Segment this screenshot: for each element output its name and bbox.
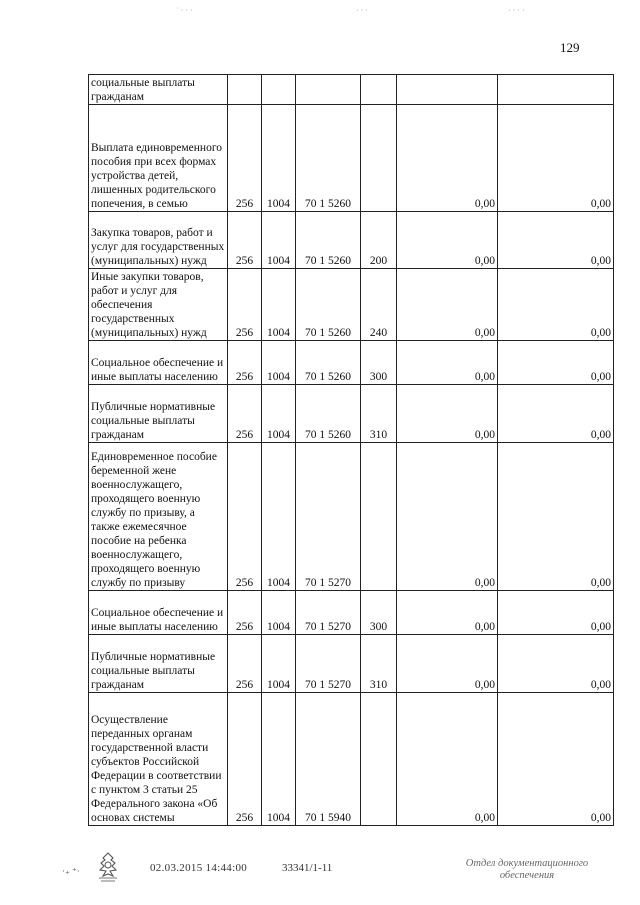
cell-sum-1: 0,00 — [397, 341, 498, 385]
cell-sum-1 — [397, 75, 498, 105]
cell-name: Иные закупки товаров, работ и услуг для обеспечения государственных (муниципальных) нужд — [89, 269, 228, 341]
cell-ved: 256 — [228, 105, 262, 212]
cell-sum-2: 0,00 — [498, 635, 614, 693]
print-timestamp: 02.03.2015 14:44:00 — [150, 862, 248, 874]
cell-csr: 70 1 5270 — [296, 591, 361, 635]
cell-ved — [228, 75, 262, 105]
cell-ved: 256 — [228, 269, 262, 341]
cell-ved: 256 — [228, 212, 262, 269]
table-row — [89, 212, 614, 269]
cell-name: Социальное обеспечение и иные выплаты населению — [89, 341, 228, 385]
cell-name: Выплата единовременного пособия при всех формах устройства детей, лишенных родительского попечения, в семью — [89, 105, 228, 212]
cell-rzpr: 1004 — [262, 443, 296, 591]
cell-vr — [361, 105, 397, 212]
table-row — [89, 693, 614, 826]
cell-vr — [361, 693, 397, 826]
stamp-line-1: Отдел документационного — [465, 858, 589, 869]
cell-sum-1: 0,00 — [397, 385, 498, 443]
cell-rzpr — [262, 75, 296, 105]
cell-sum-2: 0,00 — [498, 443, 614, 591]
coat-of-arms-icon — [92, 850, 124, 886]
table-row — [89, 269, 614, 341]
cell-csr: 70 1 5260 — [296, 341, 361, 385]
registration-number: 33341/1-11 — [282, 862, 333, 874]
cell-ved: 256 — [228, 341, 262, 385]
cell-rzpr: 1004 — [262, 385, 296, 443]
page-footer — [0, 856, 640, 896]
cell-csr: 70 1 5270 — [296, 635, 361, 693]
cell-sum-1: 0,00 — [397, 635, 498, 693]
cell-vr: 300 — [361, 591, 397, 635]
table-row — [89, 105, 614, 212]
cell-rzpr: 1004 — [262, 269, 296, 341]
cell-rzpr: 1004 — [262, 591, 296, 635]
cell-sum-1: 0,00 — [397, 269, 498, 341]
cell-sum-2: 0,00 — [498, 591, 614, 635]
cell-sum-1: 0,00 — [397, 443, 498, 591]
table-row — [89, 635, 614, 693]
stamp-line-2: обеспечения — [499, 870, 555, 881]
cell-vr — [361, 75, 397, 105]
cell-rzpr: 1004 — [262, 693, 296, 826]
table-row — [89, 75, 614, 105]
cell-csr: 70 1 5260 — [296, 269, 361, 341]
cell-csr: 70 1 5260 — [296, 105, 361, 212]
table-body — [89, 75, 614, 826]
cell-csr: 70 1 5270 — [296, 443, 361, 591]
cell-vr — [361, 443, 397, 591]
cell-vr: 240 — [361, 269, 397, 341]
cell-rzpr: 1004 — [262, 105, 296, 212]
cell-sum-2: 0,00 — [498, 105, 614, 212]
cell-name: социальные выплаты гражданам — [89, 75, 228, 105]
cell-sum-1: 0,00 — [397, 105, 498, 212]
cell-ved: 256 — [228, 635, 262, 693]
cell-csr: 70 1 5940 — [296, 693, 361, 826]
cell-sum-2 — [498, 75, 614, 105]
cell-name: Осуществление переданных органам государственной власти субъектов Российской Федерации в соответствии с пунктом 3 статьи 25 Федерального закона «Об основах системы — [89, 693, 228, 826]
cell-vr: 310 — [361, 385, 397, 443]
table-row — [89, 591, 614, 635]
cell-vr: 300 — [361, 341, 397, 385]
budget-table — [88, 74, 614, 826]
page-number: 129 — [560, 40, 580, 55]
cell-sum-1: 0,00 — [397, 212, 498, 269]
department-stamp — [452, 858, 602, 882]
cell-vr: 200 — [361, 212, 397, 269]
cell-sum-2: 0,00 — [498, 269, 614, 341]
cell-name: Единовременное пособие беременной жене военнослужащего, проходящего военную службу по призыву, а также ежемесячное пособие на ребенка военнослужащего, проходящего военную службу по призыву — [89, 443, 228, 591]
cell-ved: 256 — [228, 443, 262, 591]
scan-artifacts: ˙ · · · · · · · · · · — [176, 6, 525, 15]
cell-sum-2: 0,00 — [498, 341, 614, 385]
cell-csr: 70 1 5260 — [296, 212, 361, 269]
cell-csr — [296, 75, 361, 105]
cell-name: Публичные нормативные социальные выплаты гражданам — [89, 635, 228, 693]
table-row — [89, 443, 614, 591]
cell-ved: 256 — [228, 385, 262, 443]
cell-ved: 256 — [228, 693, 262, 826]
cell-sum-1: 0,00 — [397, 693, 498, 826]
cell-vr: 310 — [361, 635, 397, 693]
scan-mark: ·₊ ⁺· — [62, 866, 80, 876]
cell-rzpr: 1004 — [262, 341, 296, 385]
table-row — [89, 385, 614, 443]
cell-sum-2: 0,00 — [498, 212, 614, 269]
cell-csr: 70 1 5260 — [296, 385, 361, 443]
cell-sum-2: 0,00 — [498, 693, 614, 826]
cell-name: Социальное обеспечение и иные выплаты населению — [89, 591, 228, 635]
cell-rzpr: 1004 — [262, 635, 296, 693]
cell-name: Закупка товаров, работ и услуг для государственных (муниципальных) нужд — [89, 212, 228, 269]
cell-sum-2: 0,00 — [498, 385, 614, 443]
cell-name: Публичные нормативные социальные выплаты гражданам — [89, 385, 228, 443]
cell-sum-1: 0,00 — [397, 591, 498, 635]
cell-rzpr: 1004 — [262, 212, 296, 269]
table-row — [89, 341, 614, 385]
cell-ved: 256 — [228, 591, 262, 635]
